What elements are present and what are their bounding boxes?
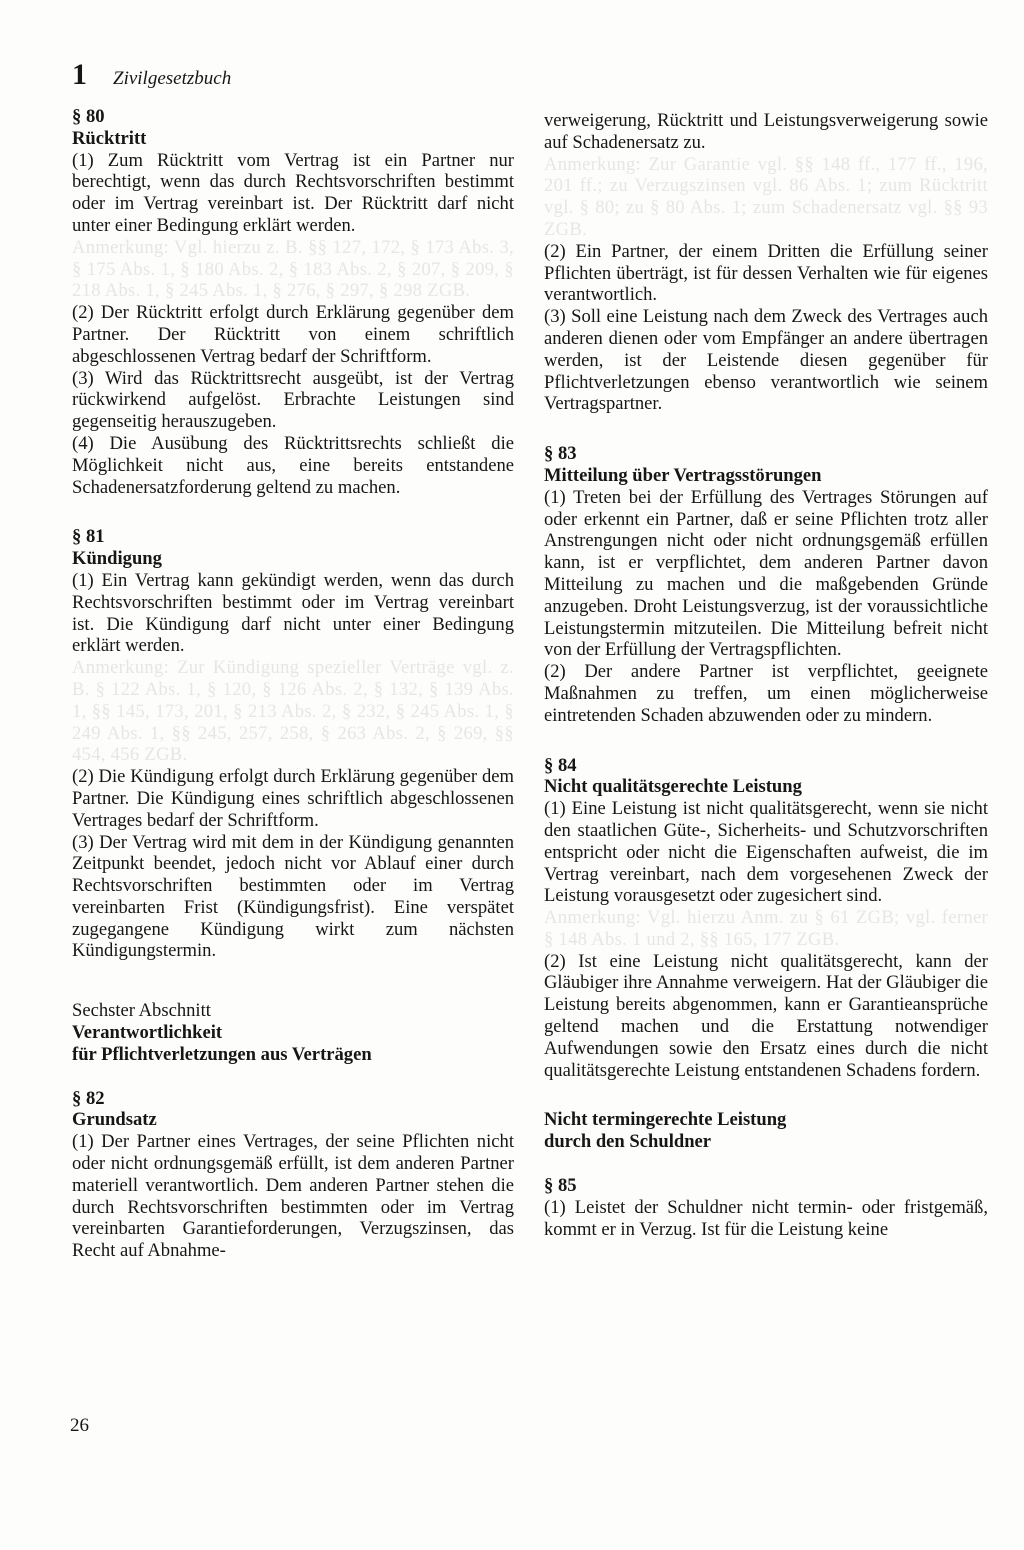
paragraph-text: (2) Der andere Partner ist verpflichtet, geeignete Maßnahmen zu treffen, um einen möglicherweise eintretenden Schaden abzuwenden oder zu mindern. xyxy=(544,661,988,726)
paragraph-text: (2) Die Kündigung erfolgt durch Erklärung gegenüber dem Partner. Die Kündigung eines schriftlich abgeschlossenen Vertrages bedarf der Schriftform. xyxy=(72,766,514,831)
faint-annotation: Anmerkung: Zur Garantie vgl. §§ 148 ff., 177 ff., 196, 201 ff.; zu Verzugszinsen vgl. 86 Abs. 1; zum Rücktritt vgl. § 80; zu § 80 Abs. 1; zum Schadenersatz vgl. §§ 93 ZGB. xyxy=(544,153,988,240)
paragraph-text: (1) Leistet der Schuldner nicht termin- oder fristgemäß, kommt er in Verzug. Ist für die Leistung keine xyxy=(544,1196,988,1240)
paragraph-title: Mitteilung über Vertragsstörungen xyxy=(544,464,822,486)
chapter-title: Zivilgesetzbuch xyxy=(113,68,232,89)
chapter-number: 1 xyxy=(72,58,87,91)
faint-annotation: Anmerkung: Zur Kündigung spezieller Verträge vgl. z. B. § 122 Abs. 1, § 120, § 126 Abs. 2, § 132, § 139 Abs. 1, §§ 145, 173, 201, § 213 Abs. 2, § 232, § 245 Abs. 1, § 249 Abs. 1, §§ 245, 257, 258, § 263 Abs. 2, § 269, §§ 454, 456 ZGB. xyxy=(72,657,514,766)
paragraph-title: Nicht qualitätsgerechte Leistung xyxy=(544,776,802,798)
paragraph-number: § 84 xyxy=(544,754,577,776)
paragraph-text: (1) Zum Rücktritt vom Vertrag ist ein Partner nur berechtigt, wenn das durch Rechtsvorschriften bestimmt oder im Vertrag vereinbart ist. Der Rücktritt darf nicht unter einer Bedingung erklärt werden. xyxy=(72,149,514,236)
paragraph-text: (1) Ein Vertrag kann gekündigt werden, wenn das durch Rechtsvorschriften bestimmt oder im Vertrag vereinbart ist. Die Kündigung darf nicht unter einer Bedingung erklärt werden. xyxy=(72,569,514,657)
paragraph-text: (1) Der Partner eines Vertrages, der seine Pflichten nicht oder nicht ordnungsgemäß erfüllt, ist dem anderen Partner materiell verantwortlich. Dem anderen Partner stehen die durch Rechtsvorschriften bestimmten oder im Vertrag vereinbarten Garantieforderungen, Verzugszinsen, das Recht auf Abnahme- xyxy=(72,1131,514,1262)
section-title: für Pflichtverletzungen aus Verträgen xyxy=(72,1043,372,1065)
subsection-title: durch den Schuldner xyxy=(544,1131,712,1153)
section-label: Sechster Abschnitt xyxy=(72,1000,211,1022)
paragraph-text: (3) Der Vertrag wird mit dem in der Kündigung genannten Zeitpunkt beendet, jedoch nicht vor Ablauf einer durch Rechtsvorschriften bestimmten oder im Vertrag vereinbarten Frist (Kündigungsfrist). Eine verspätet zugegangene Kündigung wirkt zum nächsten Kündigungstermin. xyxy=(72,831,514,962)
paragraph-number: § 81 xyxy=(72,526,105,548)
paragraph-title: Kündigung xyxy=(72,548,162,570)
page-number: 26 xyxy=(70,1415,89,1436)
section-title: Verantwortlichkeit xyxy=(72,1022,223,1044)
right-column xyxy=(544,110,988,1240)
running-header xyxy=(72,58,231,92)
left-column xyxy=(72,106,514,1262)
faint-annotation: Anmerkung: Vgl. hierzu z. B. §§ 127, 172, § 173 Abs. 3, § 175 Abs. 1, § 180 Abs. 2, § 183 Abs. 2, § 207, § 209, § 218 Abs. 1, § 245 Abs. 1, § 276, § 297, § 298 ZGB. xyxy=(72,236,514,302)
paragraph-text: (2) Ein Partner, der einem Dritten die Erfüllung seiner Pflichten überträgt, ist für dessen Verhalten wie für eigenes verantwortlich. xyxy=(544,240,988,306)
paragraph-text: (3) Wird das Rücktrittsrecht ausgeübt, ist der Vertrag rückwirkend aufgelöst. Erbrachte Leistungen sind gegenseitig herauszugeben. xyxy=(72,367,514,433)
faint-annotation: Anmerkung: Vgl. hierzu Anm. zu § 61 ZGB; vgl. ferner § 148 Abs. 1 und 2, §§ 165, 177 ZGB. xyxy=(544,907,988,950)
paragraph-number: § 83 xyxy=(544,443,577,465)
paragraph-title: Grundsatz xyxy=(72,1109,157,1131)
paragraph-text: (2) Der Rücktritt erfolgt durch Erklärung gegenüber dem Partner. Der Rücktritt von einem schriftlich abgeschlossenen Vertrag bedarf der Schriftform. xyxy=(72,302,514,367)
paragraph-text: verweigerung, Rücktritt und Leistungsverweigerung sowie auf Schadenersatz zu. xyxy=(544,110,988,153)
paragraph-title: Rücktritt xyxy=(72,127,147,149)
paragraph-text: (1) Treten bei der Erfüllung des Vertrages Störungen auf oder erkennt ein Partner, daß er seine Pflichten trotz aller Anstrengungen nicht oder nicht ordnungsgemäß erfüllen kann, ist er verpflichtet, dem anderen Partner davon Mitteilung zu machen und die maßgebenden Gründe anzugeben. Droht Leistungsverzug, ist der voraussichtliche Leistungstermin mitzuteilen. Die Mitteilung befreit nicht von der Erfüllung der Vertragspflichten. xyxy=(544,486,988,661)
paragraph-text: (3) Soll eine Leistung nach dem Zweck des Vertrages auch anderen dienen oder vom Empfänger an andere übertragen werden, ist der Leistende diesen gegenüber für Pflichtverletzungen ebenso verantwortlich wie seinem Vertragspartner. xyxy=(544,306,988,415)
paragraph-text: (4) Die Ausübung des Rücktrittsrechts schließt die Möglichkeit nicht aus, eine bereits entstandene Schadenersatzforderung geltend zu machen. xyxy=(72,432,514,498)
paragraph-text: (2) Ist eine Leistung nicht qualitätsgerecht, kann der Gläubiger ihre Annahme verweigern. Hat der Gläubiger die Leistung bereits abgenommen, kann er Garantieansprüche geltend machen und die Erstattung notwendiger Aufwendungen sowie den Ersatz eines durch die nicht qualitätsgerechte Leistung entstandenen Schadens fordern. xyxy=(544,950,988,1081)
paragraph-number: § 80 xyxy=(72,106,105,127)
paragraph-number: § 85 xyxy=(544,1175,577,1197)
paragraph-text: (1) Eine Leistung ist nicht qualitätsgerecht, wenn sie nicht den staatlichen Güte-, Sicherheits- und Schutzvorschriften entspricht oder nicht die Eigenschaften aufweist, die im Vertrag vereinbart, nach dem vorgesehenen Zweck der Leistung vorausgesetzt oder zugesichert sind. xyxy=(544,798,988,907)
paragraph-number: § 82 xyxy=(72,1087,105,1109)
subsection-title: Nicht termingerechte Leistung xyxy=(544,1109,787,1131)
